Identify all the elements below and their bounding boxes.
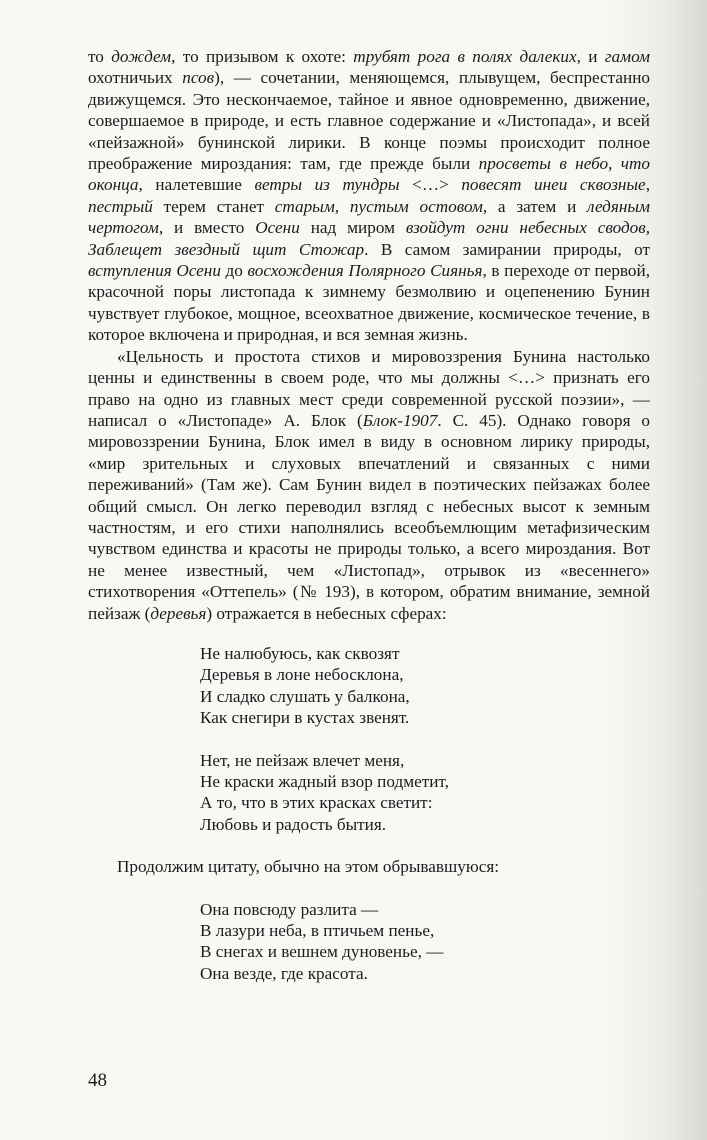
poem-line: Деревья в лоне небосклона, xyxy=(200,665,404,685)
italic-text-run: восхождения Полярного Сиянья xyxy=(247,261,483,281)
italic-text-run: Осени xyxy=(255,218,300,238)
italic-text-run: взойдут огни небесных сводов, Заблещет звездный щит Стожар xyxy=(88,218,650,259)
poem-stanza-1 xyxy=(88,643,650,729)
text-run: терем станет xyxy=(152,196,275,216)
text-run: . В самом замирании природы, от xyxy=(364,239,650,259)
italic-text-run: деревья xyxy=(150,603,207,623)
text-run: «Цельность и простота стихов и мировоззрения Бунина настолько ценны и единственны в своем роде, что мы должны <…> признать его право на одно из главных мест среди современной русской поэзии», — написал о «Листопаде» А. Блок ( xyxy=(88,346,650,430)
poem-line: Не налюбуюсь, как сквозят xyxy=(200,643,400,663)
text-run: ) отражается в небесных сферах: xyxy=(206,603,447,623)
italic-text-run: пестрый xyxy=(88,196,153,216)
italic-text-run: трубят рога в полях далеких xyxy=(353,47,577,66)
italic-text-run: просветы в небо, что оконца xyxy=(88,154,650,195)
text-run: над миром xyxy=(299,218,406,238)
text-run: , налетевшие xyxy=(138,175,255,195)
italic-text-run: старым, пустым остовом xyxy=(274,196,483,216)
poem-stanza-2 xyxy=(88,750,650,836)
italic-text-run: вступления Осени xyxy=(88,261,221,281)
italic-text-run: гамом xyxy=(604,47,651,66)
poem-line: В лазури неба, в птичьем пенье, xyxy=(200,921,435,941)
paragraph-1 xyxy=(88,46,650,346)
text-run: . С. 45). Однако говоря о мировоззрении Бунина, Блок имел в виду в основном лирику природы, «мир зрительных и слуховых впечатлений и связанных с ними переживаний» (Там же). Сам Бунин видел в поэтических пейзажах более общий смысл. Он легко переводил взгляд с небесных высот к земным частностям, и его стихи наполнялись всеобъемлющим метафизическим чувством единства и красоты не природы только, а всего мироздания. Вот не менее известный, чем «Листопад», отрывок из «весеннего» стихотворения «Оттепель» (№ 193), в котором, обратим внимание, земной пейзаж ( xyxy=(88,410,650,623)
text-run: , xyxy=(645,175,650,195)
poem-line: Не краски жадный взор подметит, xyxy=(200,772,449,791)
italic-text-run: Блок-1907 xyxy=(362,410,438,430)
italic-text-run: псов xyxy=(182,68,215,88)
italic-text-run: дождем xyxy=(111,47,172,66)
text-run: , то призывом к охоте: xyxy=(171,47,354,66)
poem-line: Как снегири в кустах звенят. xyxy=(200,708,410,728)
poem-line: И сладко слушать у балкона, xyxy=(200,686,410,706)
poem-stanza-3 xyxy=(88,899,650,985)
poem-line: А то, что в этих красках светит: xyxy=(200,793,433,813)
text-run: и xyxy=(588,47,605,66)
poem-line: Она повсюду разлита — xyxy=(200,899,379,919)
italic-text-run: ветры из тундры xyxy=(254,175,400,195)
text-run: , в переходе от первой, красочной поры листопада к зимнему безмолвию и оцепенению Бунин чувствует глубокое, мощное, всеохватное движение, космическое течение, в которое включена и природная, и вся земная жизнь. xyxy=(88,261,651,345)
page-body xyxy=(88,46,650,984)
paragraph-2 xyxy=(88,346,650,624)
poem-line: В снегах и вешнем дуновенье, — xyxy=(200,942,444,962)
italic-text-run: повесят инеи сквозные xyxy=(461,175,646,195)
poem-line: Она везде, где красота. xyxy=(200,963,368,983)
text-run: , xyxy=(576,47,589,66)
text-run: до xyxy=(220,261,248,281)
text-run: ), — сочетании, меняющемся, плывущем, беспрестанно движущемся. Это нескончаемое, тайное и явное одновременно, движение, совершаемое в природе, и есть главное содержание и «Листопада», и всей «пейзажной» бунинской лирики. В конце поэмы происходит полное преображение мироздания: там, где прежде были xyxy=(88,68,650,174)
text-run: <…> xyxy=(399,175,462,195)
page-number: 48 xyxy=(88,1070,107,1091)
text-run: , и вместо xyxy=(158,218,256,238)
text-run: охотничьих xyxy=(88,68,183,88)
text-run: то xyxy=(88,47,112,66)
italic-text-run: ледяным чертогом xyxy=(88,196,650,238)
text-run: , а затем и xyxy=(482,196,588,216)
continuation-paragraph: Продолжим цитату, обычно на этом обрывавшуюся: xyxy=(117,857,500,877)
poem-line: Нет, не пейзаж влечет меня, xyxy=(200,750,405,770)
poem-line: Любовь и радость бытия. xyxy=(200,814,387,834)
